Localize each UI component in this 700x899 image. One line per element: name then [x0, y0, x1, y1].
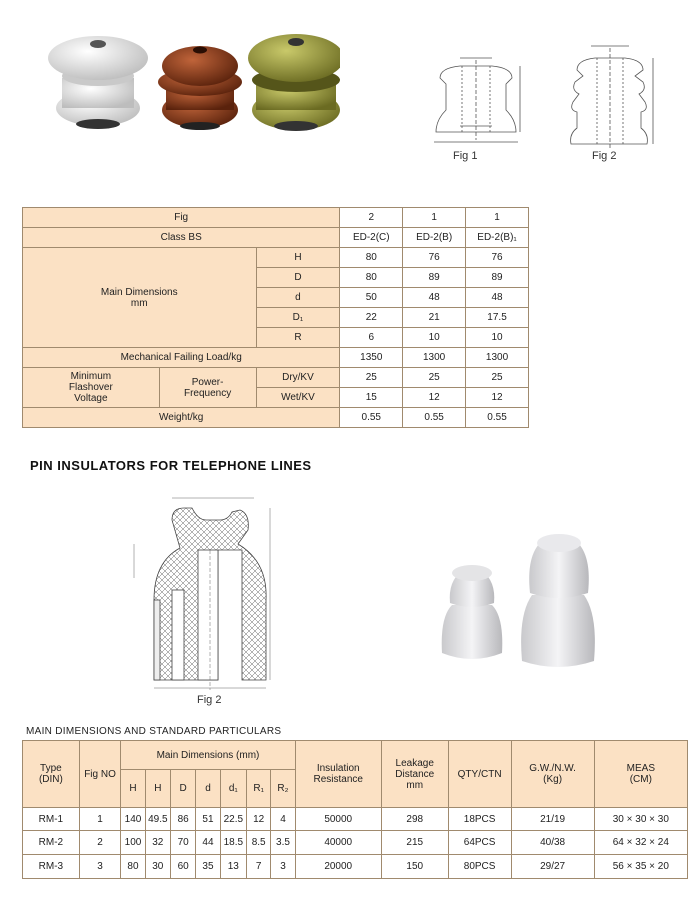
- qty-cell: 64PCS: [448, 831, 511, 855]
- dim-cell: 13: [220, 855, 246, 879]
- dim-cell: 86: [170, 808, 195, 831]
- dim-value: 76: [403, 248, 466, 268]
- dim-cell: 49.5: [145, 808, 170, 831]
- type-cell: RM-2: [23, 831, 80, 855]
- dim-cell: 8.5: [246, 831, 270, 855]
- meas-header: [594, 741, 687, 808]
- fig-no-header: Fig NO: [79, 741, 121, 808]
- dim-cell: 80: [121, 855, 145, 879]
- wet-value: 12: [466, 388, 529, 408]
- type-header: [23, 741, 80, 808]
- fig2-bottom-caption: Fig 2: [197, 694, 222, 706]
- class-value: ED-2(C): [340, 228, 403, 248]
- dim-label: D₁: [256, 308, 340, 328]
- gw-cell: 29/27: [511, 855, 594, 879]
- small-insulator: [442, 565, 503, 659]
- dim-value: 17.5: [466, 308, 529, 328]
- dry-value: 25: [466, 368, 529, 388]
- meas-cell: 30 × 30 × 30: [594, 808, 687, 831]
- dim-cell: 32: [145, 831, 170, 855]
- dim-col-header: D: [170, 770, 195, 808]
- cross-section-drawing: [120, 490, 290, 695]
- type-cell: RM-1: [23, 808, 80, 831]
- leakage-cell: 150: [381, 855, 448, 879]
- dim-label: d: [256, 288, 340, 308]
- flashover-label-2: Flashover: [68, 382, 113, 393]
- main-dim-header: Main Dimensions (mm): [121, 741, 295, 770]
- insulation-cell: 20000: [295, 855, 381, 879]
- gw-header: [511, 741, 594, 808]
- type-sub-label: (DIN): [38, 774, 63, 785]
- dim-cell: 3.5: [271, 831, 295, 855]
- dim-label: D: [256, 268, 340, 288]
- wet-value: 15: [340, 388, 403, 408]
- table-row: [23, 831, 688, 855]
- dim-value: 89: [403, 268, 466, 288]
- dim-col-header: H: [121, 770, 145, 808]
- fig-value: 1: [403, 208, 466, 228]
- dim-value: 76: [466, 248, 529, 268]
- weight-header: Weight/kg: [23, 408, 340, 428]
- mech-load-header: Mechanical Failing Load/kg: [23, 348, 340, 368]
- mech-load-value: 1300: [403, 348, 466, 368]
- meas-label: MEAS: [626, 763, 655, 774]
- power-frequency-header: [159, 368, 256, 408]
- dim-cell: 35: [196, 855, 220, 879]
- dim-cell: 12: [246, 808, 270, 831]
- mech-load-value: 1300: [466, 348, 529, 368]
- table-row: [23, 808, 688, 831]
- gw-cell: 21/19: [511, 808, 594, 831]
- flashover-header: [23, 368, 160, 408]
- large-insulator: [521, 534, 595, 667]
- dim-value: 50: [340, 288, 403, 308]
- wet-value: 12: [403, 388, 466, 408]
- fig-header: Fig: [23, 208, 340, 228]
- leakage-label: Leakage: [395, 757, 434, 769]
- insulation-cell: 50000: [295, 808, 381, 831]
- telephone-insulators-photo: [430, 525, 600, 675]
- main-dimensions-table: [22, 740, 688, 879]
- dim-col-header: R₂: [271, 770, 295, 808]
- class-value: ED-2(B)₁: [466, 228, 529, 248]
- qty-header: QTY/CTN: [448, 741, 511, 808]
- fig-value: 2: [340, 208, 403, 228]
- main-dimensions-title: MAIN DIMENSIONS AND STANDARD PARTICULARS: [26, 726, 282, 737]
- gw-label-2: (Kg): [543, 774, 563, 785]
- dim-value: 21: [403, 308, 466, 328]
- dim-cell: 4: [271, 808, 295, 831]
- dim-cell: 70: [170, 831, 195, 855]
- class-bs-table: [22, 207, 529, 428]
- dim-cell: 18.5: [220, 831, 246, 855]
- fig-cell: 2: [79, 831, 121, 855]
- main-dimensions-unit: mm: [130, 297, 148, 309]
- dim-value: 10: [466, 328, 529, 348]
- class-header: Class BS: [23, 228, 340, 248]
- meas-cell: 56 × 35 × 20: [594, 855, 687, 879]
- fig1-caption: Fig 1: [453, 150, 478, 162]
- meas-cell: 64 × 32 × 24: [594, 831, 687, 855]
- meas-label-2: (CM): [629, 774, 652, 785]
- flashover-label-1: Minimum: [70, 371, 112, 382]
- dim-cell: 22.5: [220, 808, 246, 831]
- insulation-label-2: Resistance: [313, 774, 363, 785]
- leakage-label-2: Distance: [395, 768, 435, 780]
- dim-value: 80: [340, 248, 403, 268]
- dim-cell: 30: [145, 855, 170, 879]
- class-value: ED-2(B): [403, 228, 466, 248]
- section-title: PIN INSULATORS FOR TELEPHONE LINES: [30, 458, 312, 473]
- type-cell: RM-3: [23, 855, 80, 879]
- main-dimensions-label: Main Dimensions: [100, 286, 178, 298]
- dim-col-header: d₁: [220, 770, 246, 808]
- green-insulator-photo: [248, 34, 340, 131]
- gw-cell: 40/38: [511, 831, 594, 855]
- dim-cell: 140: [121, 808, 145, 831]
- qty-cell: 80PCS: [448, 855, 511, 879]
- fig2-caption: Fig 2: [592, 150, 617, 162]
- leakage-label-3: mm: [406, 779, 424, 791]
- dim-col-header: H: [145, 770, 170, 808]
- weight-value: 0.55: [403, 408, 466, 428]
- insulator-photos-top: [40, 28, 340, 138]
- weight-value: 0.55: [466, 408, 529, 428]
- dim-value: 22: [340, 308, 403, 328]
- qty-cell: 18PCS: [448, 808, 511, 831]
- insulation-cell: 40000: [295, 831, 381, 855]
- fig-cell: 1: [79, 808, 121, 831]
- power-label-1: Power-: [191, 376, 224, 388]
- dim-col-header: d: [196, 770, 220, 808]
- wet-label: Wet/KV: [256, 388, 340, 408]
- flashover-label-3: Voltage: [74, 393, 108, 404]
- dry-value: 25: [403, 368, 466, 388]
- dim-col-header: R₁: [246, 770, 270, 808]
- dim-value: 80: [340, 268, 403, 288]
- dim-cell: 3: [271, 855, 295, 879]
- dim-value: 6: [340, 328, 403, 348]
- dim-cell: 44: [196, 831, 220, 855]
- dim-label: R: [256, 328, 340, 348]
- leakage-cell: 298: [381, 808, 448, 831]
- insulation-header: [295, 741, 381, 808]
- weight-value: 0.55: [340, 408, 403, 428]
- power-label-2: Frequency: [183, 387, 232, 399]
- fig2-drawing: [555, 40, 665, 150]
- main-dimensions-header: [23, 248, 257, 348]
- fig1-drawing: [420, 50, 530, 150]
- white-insulator-photo: [48, 36, 148, 129]
- leakage-header: [381, 741, 448, 808]
- dim-value: 10: [403, 328, 466, 348]
- table-row: [23, 855, 688, 879]
- dry-label: Dry/KV: [256, 368, 340, 388]
- insulation-label: Insulation: [316, 763, 360, 774]
- fig-value: 1: [466, 208, 529, 228]
- gw-label: G.W./N.W.: [529, 763, 576, 774]
- brown-insulator-photo: [158, 46, 242, 130]
- type-label: Type: [40, 763, 62, 774]
- dim-cell: 100: [121, 831, 145, 855]
- dim-cell: 60: [170, 855, 195, 879]
- dim-cell: 7: [246, 855, 270, 879]
- dim-value: 48: [403, 288, 466, 308]
- dim-cell: 51: [196, 808, 220, 831]
- dim-value: 48: [466, 288, 529, 308]
- fig-cell: 3: [79, 855, 121, 879]
- dry-value: 25: [340, 368, 403, 388]
- dim-value: 89: [466, 268, 529, 288]
- dim-label: H: [256, 248, 340, 268]
- mech-load-value: 1350: [340, 348, 403, 368]
- leakage-cell: 215: [381, 831, 448, 855]
